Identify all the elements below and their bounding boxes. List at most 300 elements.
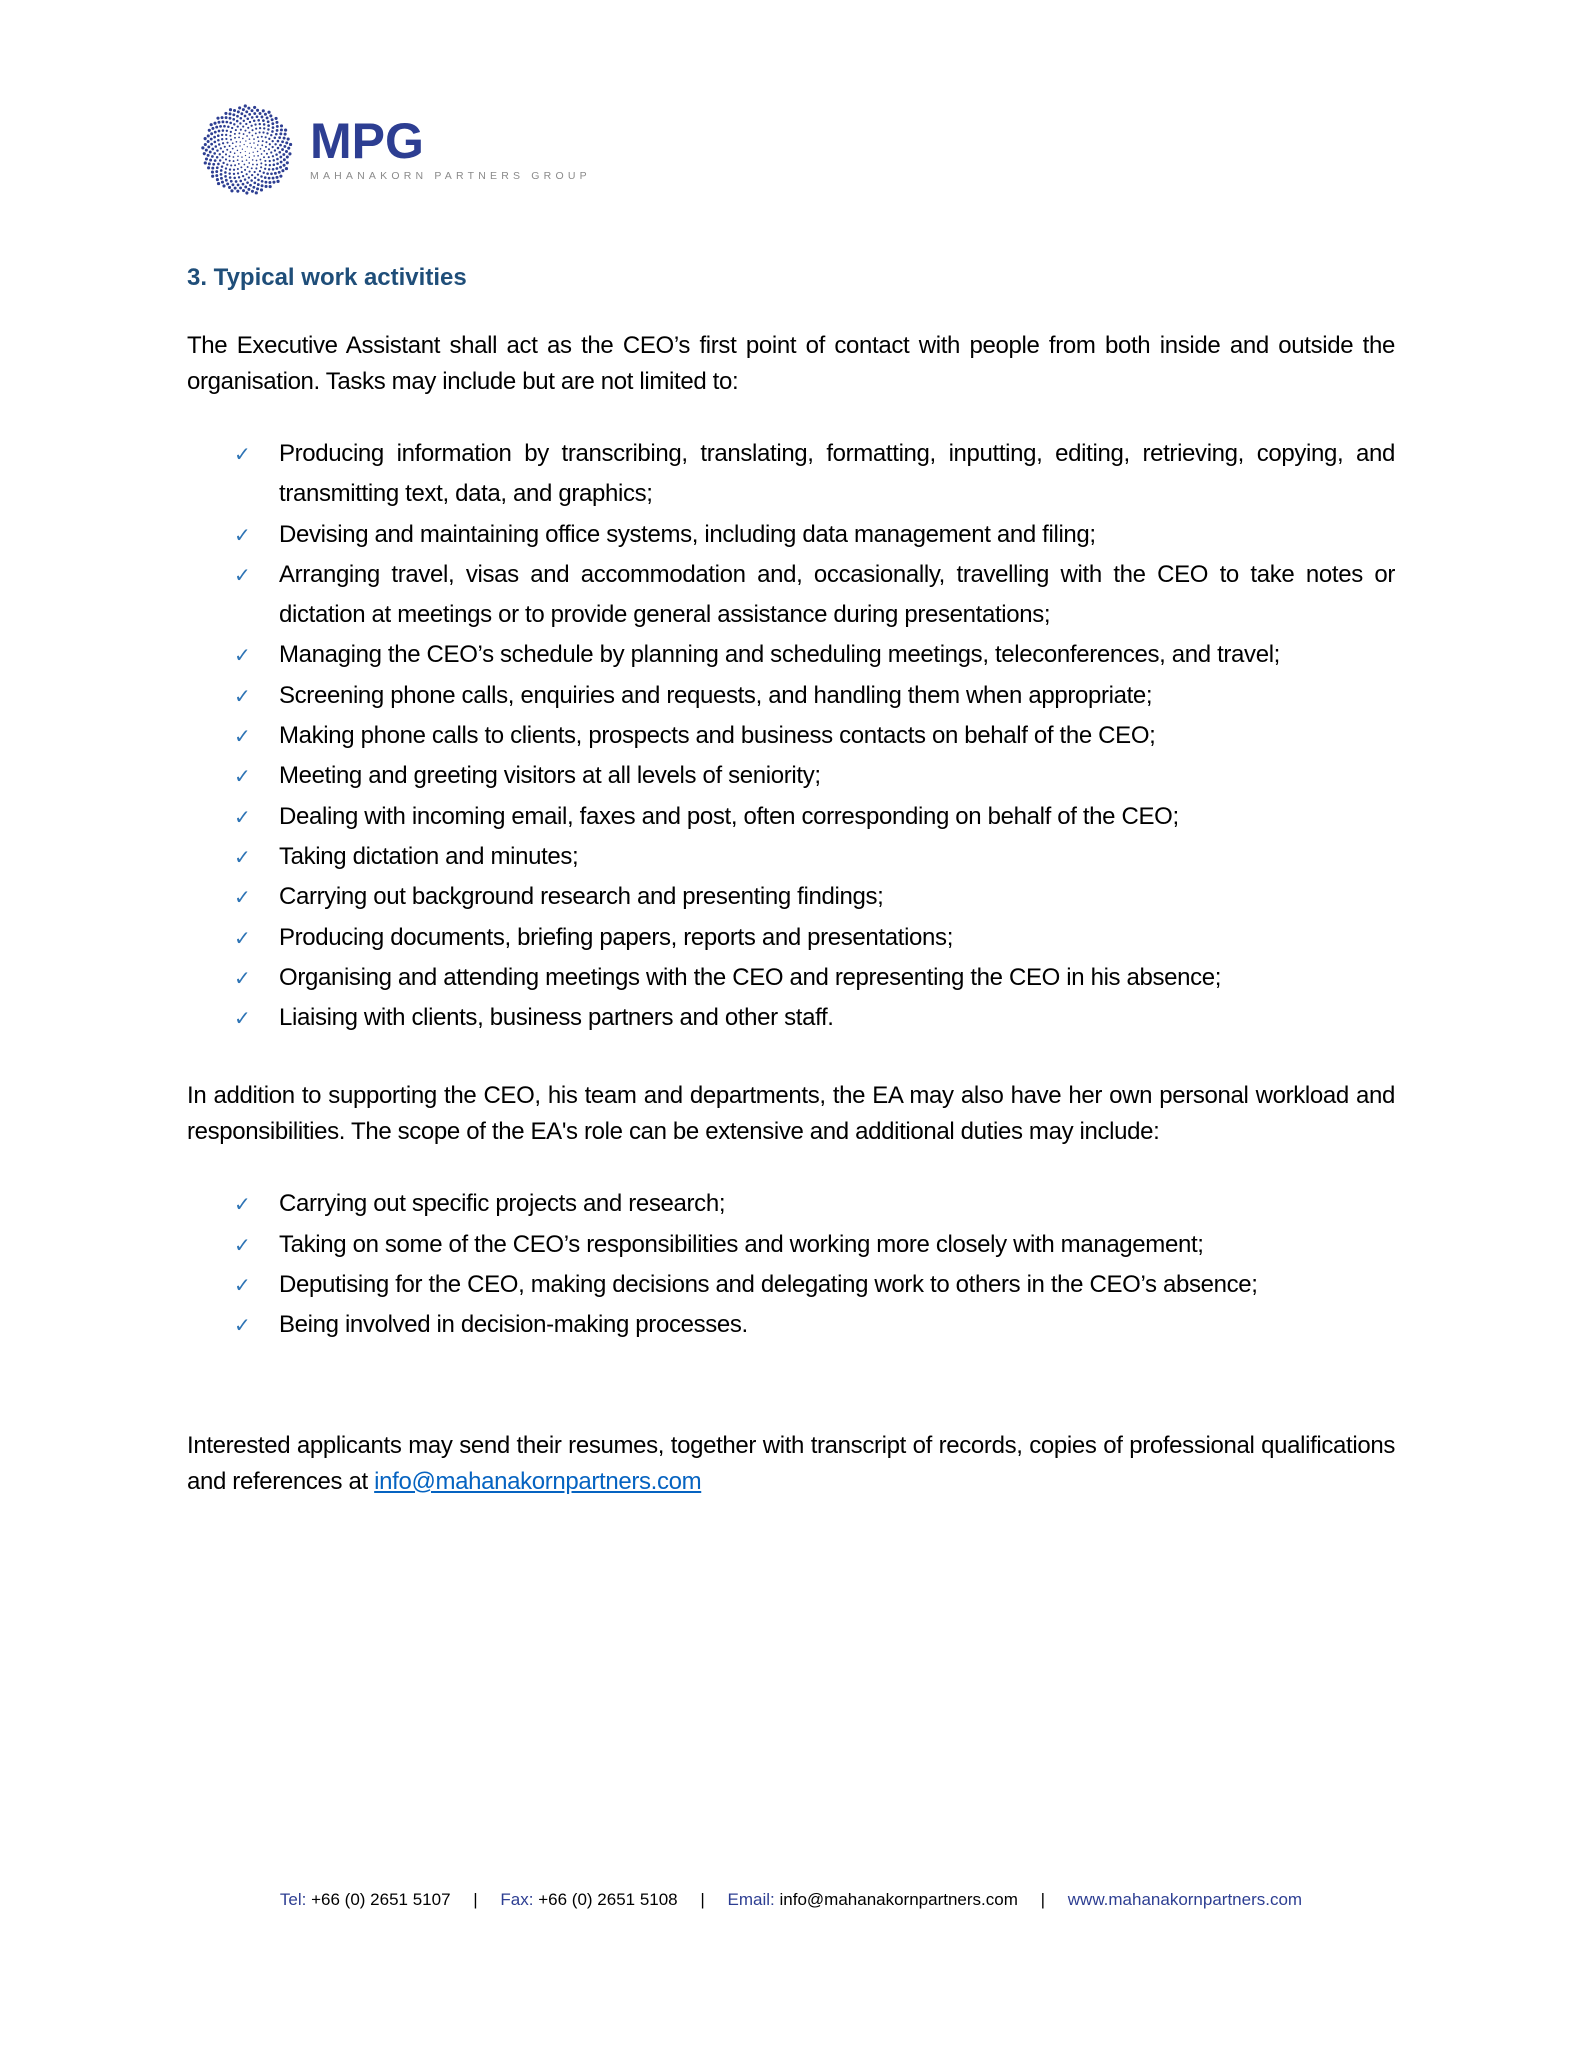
check-icon: ✓ xyxy=(234,1192,251,1217)
logo-dot xyxy=(233,177,236,180)
logo-dot xyxy=(203,152,206,155)
logo-dot xyxy=(231,183,234,186)
logo-dot xyxy=(280,124,283,127)
logo-dot xyxy=(255,128,257,130)
logo-dot xyxy=(243,133,245,135)
logo-dot xyxy=(264,176,267,179)
logo-dot xyxy=(236,115,239,118)
logo-dot xyxy=(256,164,258,166)
logo-dot xyxy=(229,108,232,111)
logo-dot xyxy=(252,164,254,166)
list-item-text: Carrying out specific projects and research; xyxy=(279,1190,726,1218)
logo-dot xyxy=(244,169,246,171)
logo-dot xyxy=(271,122,274,125)
logo-dot xyxy=(240,152,241,153)
logo-dot xyxy=(251,125,253,127)
logo-dot xyxy=(265,136,267,138)
logo-dot xyxy=(278,171,281,174)
logo-dot xyxy=(268,181,271,184)
list-item xyxy=(187,515,1395,555)
logo-dot xyxy=(251,109,254,112)
logo-dot xyxy=(233,123,235,125)
logo-dot xyxy=(284,133,287,136)
logo-dot xyxy=(220,147,222,149)
logo-dot xyxy=(283,158,286,161)
logo-dot xyxy=(272,168,275,171)
logo-dot xyxy=(218,143,220,145)
list-item-text: Devising and maintaining office systems, including data management and filing; xyxy=(279,520,1096,548)
list-item xyxy=(187,1184,1395,1224)
logo-dot xyxy=(240,112,243,115)
logo-dot xyxy=(253,112,256,115)
check-icon: ✓ xyxy=(234,885,251,910)
logo-dot xyxy=(266,153,268,155)
footer-separator: | xyxy=(473,1890,478,1909)
logo-dot xyxy=(232,142,234,144)
email-value: info@mahanakornpartners.com xyxy=(779,1890,1018,1909)
logo-dot xyxy=(264,113,267,116)
logo-dot xyxy=(230,164,232,166)
list-item-text: Screening phone calls, enquiries and requests, and handling them when appropriate; xyxy=(279,681,1153,709)
logo-dot xyxy=(225,116,228,119)
logo-dot xyxy=(252,186,255,189)
logo-dot xyxy=(261,180,264,183)
logo-dot xyxy=(210,123,213,126)
logo-brand: MPG xyxy=(310,113,424,169)
logo-dot xyxy=(281,169,284,172)
logo-dot xyxy=(221,181,224,184)
logo-dot xyxy=(222,120,225,123)
list-item-text: Producing documents, briefing papers, reports and presentations; xyxy=(279,923,954,951)
logo-dot xyxy=(205,149,208,152)
fax-label: Fax: xyxy=(500,1890,534,1909)
logo-dot xyxy=(217,134,220,137)
logo-dot xyxy=(215,126,218,129)
logo-dot xyxy=(260,175,263,178)
logo-dot xyxy=(234,152,236,154)
logo-dot xyxy=(217,182,220,185)
logo-dot xyxy=(249,138,251,140)
check-icon: ✓ xyxy=(234,683,251,708)
logo-dot xyxy=(253,106,256,109)
logo-dot xyxy=(247,107,250,110)
logo-dot xyxy=(262,131,264,133)
logo-subtitle: MAHANAKORN PARTNERS GROUP xyxy=(310,170,591,182)
logo-dot xyxy=(229,122,232,125)
logo-dot xyxy=(242,160,244,162)
logo-dot xyxy=(237,110,240,113)
list-item-text: Carrying out background research and presenting findings; xyxy=(279,883,884,911)
logo-dot xyxy=(260,162,262,164)
logo-dot xyxy=(247,188,250,191)
logo-dot xyxy=(274,137,277,140)
logo-dot xyxy=(245,140,246,141)
logo-dot xyxy=(211,127,214,130)
logo-dot xyxy=(272,155,274,157)
list-item xyxy=(187,837,1395,877)
logo-dot xyxy=(210,143,213,146)
logo-dot xyxy=(245,151,246,152)
logo-dot xyxy=(220,177,223,180)
check-icon: ✓ xyxy=(234,643,251,668)
logo-dot xyxy=(251,174,253,176)
list-item-text: Managing the CEO’s schedule by planning and scheduling meetings, teleconferences, and travel; xyxy=(279,641,1280,669)
logo-dot xyxy=(226,164,228,166)
logo-dot xyxy=(259,131,261,133)
logo-dot xyxy=(246,135,248,137)
list-item-text: Dealing with incoming email, faxes and post, often corresponding on behalf of the CEO; xyxy=(279,802,1179,830)
logo-dot xyxy=(269,164,271,166)
logo-dot xyxy=(249,157,250,158)
check-icon: ✓ xyxy=(234,442,251,466)
list-item xyxy=(187,797,1395,837)
check-icon: ✓ xyxy=(234,1273,251,1298)
logo-dot xyxy=(219,125,222,128)
list-item xyxy=(187,1225,1395,1265)
list-item-text: Being involved in decision-making processes. xyxy=(279,1311,748,1339)
logo-dot xyxy=(237,155,239,157)
check-icon: ✓ xyxy=(234,804,251,829)
logo-dot xyxy=(269,160,271,162)
logo-dot xyxy=(259,170,261,172)
logo-dot xyxy=(249,153,250,154)
additional-duties-list xyxy=(187,1184,1395,1345)
logo-dot xyxy=(262,140,264,142)
logo-dot xyxy=(226,182,229,185)
logo-dot xyxy=(256,187,259,190)
logo-dot xyxy=(248,176,250,178)
logo-dot xyxy=(273,159,275,161)
logo-dot xyxy=(224,112,227,115)
footer-separator: | xyxy=(700,1890,705,1909)
logo-dot xyxy=(261,153,263,155)
logo-dot xyxy=(265,146,267,148)
logo-dot xyxy=(222,129,225,132)
list-item xyxy=(187,958,1395,998)
logo-dot xyxy=(289,143,292,146)
logo-dot xyxy=(263,172,265,174)
logo-dot xyxy=(270,172,273,175)
logo-dot xyxy=(222,184,225,187)
footer-contact-bar xyxy=(0,1890,1582,1910)
logo-dot xyxy=(219,153,221,155)
logo-dot xyxy=(230,189,233,192)
logo-dot xyxy=(268,138,270,140)
logo-dot xyxy=(239,186,242,189)
logo-dot xyxy=(221,165,224,168)
logo-dot xyxy=(235,180,238,183)
logo-dot xyxy=(276,167,279,170)
logo-dot xyxy=(266,132,268,134)
logo-dot xyxy=(216,156,219,159)
logo-dot xyxy=(236,120,239,123)
logo-dot xyxy=(278,136,281,139)
logo-dot xyxy=(242,125,244,127)
logo-dot xyxy=(221,138,223,140)
logo-dot xyxy=(221,116,224,119)
logo-dot xyxy=(267,111,270,114)
logo-dot xyxy=(207,134,210,137)
list-item xyxy=(187,1305,1395,1345)
logo-dot xyxy=(263,150,265,152)
logo-dot xyxy=(211,167,214,170)
logo-dot xyxy=(247,127,249,129)
logo-dot xyxy=(228,155,230,157)
logo-dot xyxy=(216,149,218,151)
logo-dot xyxy=(246,173,248,175)
logo-dot xyxy=(286,161,289,164)
logo-dot xyxy=(242,175,244,177)
logo-dot xyxy=(215,170,218,173)
list-item xyxy=(187,998,1395,1038)
logo-dot xyxy=(276,129,279,132)
logo-dot xyxy=(265,181,268,184)
logo-dot xyxy=(230,180,233,183)
logo-dot xyxy=(263,123,266,126)
logo-dot xyxy=(241,171,243,173)
logo-dot xyxy=(213,141,216,144)
logo-dot xyxy=(235,129,237,131)
logo-dot xyxy=(225,121,228,124)
logo-dot xyxy=(269,114,272,117)
logo-dot xyxy=(267,120,270,123)
logo-dot xyxy=(271,130,274,133)
logo-dot xyxy=(286,156,289,159)
logo-dot xyxy=(219,159,221,161)
logo-dot xyxy=(276,162,279,165)
check-icon: ✓ xyxy=(234,724,251,749)
logo-dot xyxy=(249,171,251,173)
logo-dot xyxy=(237,125,239,127)
list-item xyxy=(187,434,1395,515)
logo-dot xyxy=(243,144,244,145)
logo-dot xyxy=(265,185,268,188)
logo-dot xyxy=(234,187,237,190)
closing-text: Interested applicants may send their resumes, together with transcript of records, copies of professional qualifications and references at xyxy=(187,1431,1395,1495)
logo-dot xyxy=(237,168,239,170)
list-item xyxy=(187,716,1395,756)
logo-dot xyxy=(213,122,216,125)
list-item-text: Making phone calls to clients, prospects and business contacts on behalf of the CEO; xyxy=(279,722,1156,750)
logo-dot xyxy=(257,173,259,175)
logo-dot xyxy=(244,115,247,118)
logo-dot xyxy=(272,146,274,148)
closing-paragraph xyxy=(187,1428,1395,1500)
logo-dot xyxy=(249,121,251,123)
logo-dot xyxy=(251,147,252,148)
logo-dot xyxy=(228,172,230,174)
logo-dot xyxy=(275,121,278,124)
logo-dot xyxy=(239,180,242,183)
logo-dot xyxy=(222,156,224,158)
logo-dot xyxy=(242,183,245,186)
tasks-list xyxy=(187,434,1395,1038)
logo-dot xyxy=(261,136,263,138)
logo-dot xyxy=(244,104,247,107)
check-icon: ✓ xyxy=(234,844,251,869)
logo-dot xyxy=(264,160,266,162)
logo-dot xyxy=(223,125,226,128)
logo-dot xyxy=(268,168,270,170)
logo-dot xyxy=(243,120,245,122)
logo-dot xyxy=(214,159,217,162)
list-item xyxy=(187,555,1395,636)
logo-dot xyxy=(248,162,250,164)
logo-dot xyxy=(239,122,241,124)
logo-dot xyxy=(259,127,261,129)
logo-dot xyxy=(201,146,204,149)
logo-dot xyxy=(257,155,259,157)
logo-dot xyxy=(252,129,254,131)
logo-dot xyxy=(207,140,210,143)
logo-dot xyxy=(261,144,263,146)
logo-dot xyxy=(257,136,259,138)
logo-dot xyxy=(250,179,253,182)
logo-dot xyxy=(273,164,276,167)
logo-dot xyxy=(215,174,218,177)
logo-dot xyxy=(248,113,251,116)
logo-dot xyxy=(204,143,207,146)
logo-dot xyxy=(247,146,248,147)
logo-dot xyxy=(257,144,259,146)
list-item xyxy=(187,756,1395,796)
logo-dot xyxy=(261,116,264,119)
logo-dot xyxy=(255,167,257,169)
logo-dot xyxy=(220,173,223,176)
intro-paragraph: The Executive Assistant shall act as the CEO’s first point of contact with people from both inside and outside the organisation. Tasks may include but are not limited to: xyxy=(187,332,1395,395)
company-logo xyxy=(200,100,591,200)
logo-dot xyxy=(284,129,287,132)
list-item-text: Taking on some of the CEO’s responsibilities and working more closely with management; xyxy=(279,1230,1204,1258)
logo-dot xyxy=(262,119,265,122)
logo-wordmark xyxy=(310,113,591,182)
logo-dot xyxy=(240,117,243,120)
logo-dot xyxy=(237,183,240,186)
logo-dot xyxy=(270,134,272,136)
list-item xyxy=(187,635,1395,675)
logo-dot xyxy=(216,166,219,169)
check-icon: ✓ xyxy=(234,1313,251,1338)
logo-dot xyxy=(240,141,242,143)
logo-dot xyxy=(204,137,207,140)
logo-dot xyxy=(264,168,266,170)
logo-dot xyxy=(253,142,255,144)
logo-dot xyxy=(233,156,235,158)
check-icon: ✓ xyxy=(234,764,251,789)
logo-dot xyxy=(251,167,253,169)
logo-dot xyxy=(276,180,279,183)
check-icon: ✓ xyxy=(234,562,251,587)
logo-dot xyxy=(213,152,216,155)
logo-dot xyxy=(282,153,285,156)
logo-dot xyxy=(276,158,279,161)
section-title: 3. Typical work activities xyxy=(187,264,467,291)
logo-dot xyxy=(277,140,280,143)
logo-dot xyxy=(268,148,270,150)
logo-dot xyxy=(205,157,208,160)
logo-dot xyxy=(211,175,214,178)
logo-dot xyxy=(280,128,283,131)
logo-dot xyxy=(234,133,236,135)
logo-dot xyxy=(229,135,231,137)
logo-dot xyxy=(274,149,276,151)
logo-dot xyxy=(253,155,254,156)
logo-dot xyxy=(265,164,267,166)
logo-dot xyxy=(244,178,246,180)
logo-dot xyxy=(279,166,282,169)
logo-dot xyxy=(214,131,217,134)
logo-dot xyxy=(256,160,258,162)
email-link[interactable]: info@mahanakornpartners.com xyxy=(374,1467,702,1495)
logo-dot xyxy=(227,125,230,128)
logo-dot xyxy=(246,181,249,184)
logo-dot xyxy=(231,127,233,129)
logo-dot xyxy=(240,166,242,168)
logo-dot xyxy=(243,164,245,166)
logo-dot xyxy=(222,162,224,164)
logo-dot xyxy=(238,137,240,139)
logo-dot xyxy=(255,191,258,194)
tel-label: Tel: xyxy=(279,1890,307,1909)
logo-dot xyxy=(267,124,270,127)
logo-dot xyxy=(257,119,260,122)
logo-dot xyxy=(207,145,210,148)
logo-dot xyxy=(259,112,262,115)
logo-dot xyxy=(253,152,254,153)
logo-dot xyxy=(287,137,290,140)
logo-dot xyxy=(207,154,210,157)
logo-dot xyxy=(229,117,232,120)
logo-dot xyxy=(216,178,219,181)
website-link[interactable]: www.mahanakornpartners.com xyxy=(1067,1890,1303,1909)
logo-dot xyxy=(246,159,248,161)
logo-dot xyxy=(238,106,241,109)
logo-dot xyxy=(233,169,235,171)
list-item-text: Arranging travel, visas and accommodation and, occasionally, travelling with the CEO to take notes or dictation at meetings or to provide general assistance during presentations; xyxy=(279,560,1395,629)
logo-dot xyxy=(270,151,272,153)
logo-dot xyxy=(254,123,256,125)
logo-dot xyxy=(242,108,245,111)
logo-dot xyxy=(254,177,256,179)
logo-dot xyxy=(230,131,232,133)
logo-dot xyxy=(257,183,260,186)
check-icon: ✓ xyxy=(234,1232,251,1257)
document-body xyxy=(187,260,1395,1500)
logo-dot xyxy=(229,168,231,170)
list-item xyxy=(187,676,1395,716)
check-icon: ✓ xyxy=(234,925,251,950)
logo-dot xyxy=(275,153,278,156)
footer-separator: | xyxy=(1040,1890,1046,1909)
logo-dot xyxy=(285,167,288,170)
logo-dot xyxy=(232,118,235,121)
logo-dot xyxy=(251,190,254,193)
logo-dot xyxy=(230,139,232,141)
logo-dot xyxy=(271,140,273,142)
logo-dot xyxy=(247,166,249,168)
logo-dot xyxy=(224,175,227,178)
logo-dot xyxy=(279,132,282,135)
logo-dot xyxy=(238,163,240,165)
logo-dot xyxy=(209,159,212,162)
logo-dot xyxy=(281,140,284,143)
logo-dot xyxy=(257,151,259,153)
logo-dot xyxy=(283,164,286,167)
logo-dot xyxy=(242,138,244,140)
logo-dot xyxy=(249,184,252,187)
logo-dot xyxy=(271,118,274,121)
list-item-text: Deputising for the CEO, making decisions and delegating work to others in the CEO’s absence; xyxy=(279,1271,1258,1299)
